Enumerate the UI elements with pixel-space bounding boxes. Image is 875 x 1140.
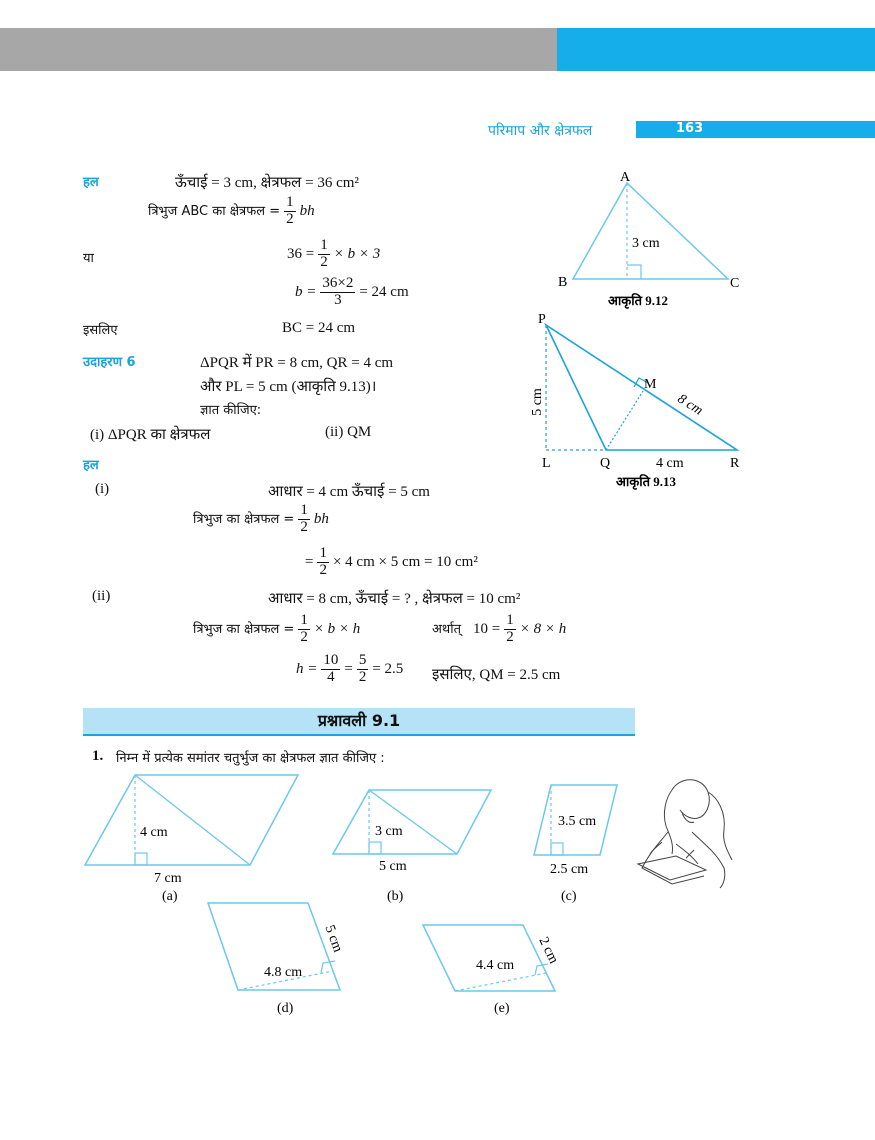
h-left: h = [296, 660, 318, 677]
base-label: 7 cm [154, 871, 182, 886]
area-formula-line [148, 195, 315, 228]
base-label: 5 cm [379, 859, 407, 874]
figure-label: (e) [494, 1001, 510, 1016]
example-item-ii: (ii) QM [325, 424, 372, 440]
page-number-box [636, 121, 875, 138]
side-label: 5 cm [321, 923, 346, 955]
part-i-result [305, 546, 478, 579]
qr-length: 4 cm [656, 456, 684, 471]
height-label: 3 cm [632, 236, 660, 251]
eq36-right: × b × 3 [333, 245, 381, 262]
pl-length: 5 cm [530, 388, 545, 416]
half-fraction: $\frac{1}{2}$ [286, 194, 294, 227]
vertex-b: B [558, 275, 568, 290]
eqb-left: b = [295, 283, 317, 300]
parallelogram-c [530, 780, 630, 905]
figure-label: (a) [162, 889, 178, 904]
exercise-title: प्रश्नावली 9.1 [83, 708, 635, 736]
equation-b [295, 276, 409, 309]
bh-term: bh [313, 510, 329, 527]
vertex-c: C [730, 276, 740, 291]
part-ii-given: आधार = 8 cm, ऊँचाई = ? , क्षेत्रफल = 10 cm² [268, 591, 521, 607]
final-result: इसलिए, QM = 2.5 cm [432, 667, 561, 683]
ya-word: या [83, 251, 94, 266]
solution-label: हल [83, 175, 99, 190]
vertex-l: L [542, 456, 551, 471]
8h-term: × 8 × h [519, 620, 567, 637]
vertex-m: M [644, 377, 657, 392]
h-right: = 2.5 [372, 660, 404, 677]
part-ii-formula [193, 613, 360, 646]
solution-label: हल [83, 458, 99, 473]
isliye-word: इसलिए [83, 323, 118, 338]
figure-label: (b) [387, 889, 404, 904]
header-gray-bar [0, 28, 557, 71]
height-label: 3 cm [375, 824, 403, 839]
fraction-36x2-over-3: $\frac{36\times 2}{3}$ [322, 275, 354, 308]
ten-equals: 10 = [473, 620, 501, 637]
example-label: उदाहरण 6 [83, 355, 136, 370]
figure-caption: आकृति 9.13 [616, 474, 677, 489]
side-label: 2 cm [535, 934, 561, 967]
question-number: 1. [92, 748, 104, 764]
half-fraction: $\frac{1}{2}$ [506, 612, 514, 645]
question-text: निम्न में प्रत्येक समांतर चतुर्भुज का क्षेत्रफल ज्ञात कीजिए : [116, 751, 385, 766]
parallelogram-a [80, 770, 310, 905]
example-line-1: ΔPQR में PR = 8 cm, QR = 4 cm [200, 355, 394, 371]
given-line: ऊँचाई = 3 cm, क्षेत्रफल = 36 cm² [175, 175, 359, 191]
chapter-title: परिमाप और क्षेत्रफल [488, 123, 593, 139]
figure-label: (d) [277, 1001, 294, 1016]
equation-36 [287, 238, 380, 271]
eqb-right: = 24 cm [359, 283, 409, 300]
figure-caption: आकृति 9.12 [608, 293, 669, 308]
height-label: 4.4 cm [476, 958, 515, 973]
parallelogram-d [200, 900, 355, 1020]
formula-text: त्रिभुज ABC का क्षेत्रफल = [148, 203, 281, 219]
example-line-2: और PL = 5 cm (आकृति 9.13)। [200, 379, 377, 395]
height-label: 3.5 cm [558, 814, 597, 829]
part-i-formula [193, 503, 329, 536]
vertex-p: P [538, 312, 546, 327]
bxh-term: × b × h [313, 620, 361, 637]
bh-term: bh [299, 202, 315, 219]
figure-label: (c) [561, 889, 577, 904]
eq36-left: 36 = [287, 245, 315, 262]
fraction-10-over-4: $\frac{10}{4}$ [323, 652, 339, 685]
vertex-r: R [730, 456, 740, 471]
vertex-q: Q [600, 456, 611, 471]
half-fraction: $\frac{1}{2}$ [300, 502, 308, 535]
vertex-a: A [620, 170, 631, 185]
example-line-3: ज्ञात कीजिए: [200, 403, 262, 418]
bc-result: BC = 24 cm [282, 320, 356, 336]
base-label: 2.5 cm [550, 862, 589, 877]
half-fraction: $\frac{1}{2}$ [319, 545, 327, 578]
part-ii-arthat [432, 613, 566, 646]
header-blue-bar [557, 28, 875, 71]
parallelogram-b [325, 780, 500, 905]
example-item-i: (i) ΔPQR का क्षेत्रफल [90, 427, 211, 443]
equals-sign: = [344, 660, 353, 677]
part-i-product: × 4 cm × 5 cm = 10 cm² [332, 553, 478, 570]
formula-text: त्रिभुज का क्षेत्रफल = [193, 511, 295, 527]
page-number: 163 [676, 121, 704, 136]
half-fraction: $\frac{1}{2}$ [320, 237, 328, 270]
figure-9-12-triangle [540, 165, 760, 315]
part-ii-marker: (ii) [92, 588, 111, 604]
arthat-word: अर्थात् [432, 621, 462, 637]
figure-9-13-triangle [530, 305, 770, 495]
equals-sign: = [305, 553, 314, 570]
formula-text: त्रिभुज का क्षेत्रफल = [193, 621, 295, 637]
fraction-5-over-2: $\frac{5}{2}$ [358, 652, 367, 685]
height-label: 4.8 cm [264, 965, 303, 980]
girl-writing-illustration [632, 772, 740, 892]
parallelogram-e [418, 920, 568, 1020]
half-fraction: $\frac{1}{2}$ [300, 612, 308, 645]
part-i-given: आधार = 4 cm ऊँचाई = 5 cm [268, 484, 430, 500]
h-equation [296, 653, 403, 686]
part-i-marker: (i) [95, 481, 110, 497]
height-label: 4 cm [140, 825, 168, 840]
pr-length: 8 cm [674, 391, 706, 419]
